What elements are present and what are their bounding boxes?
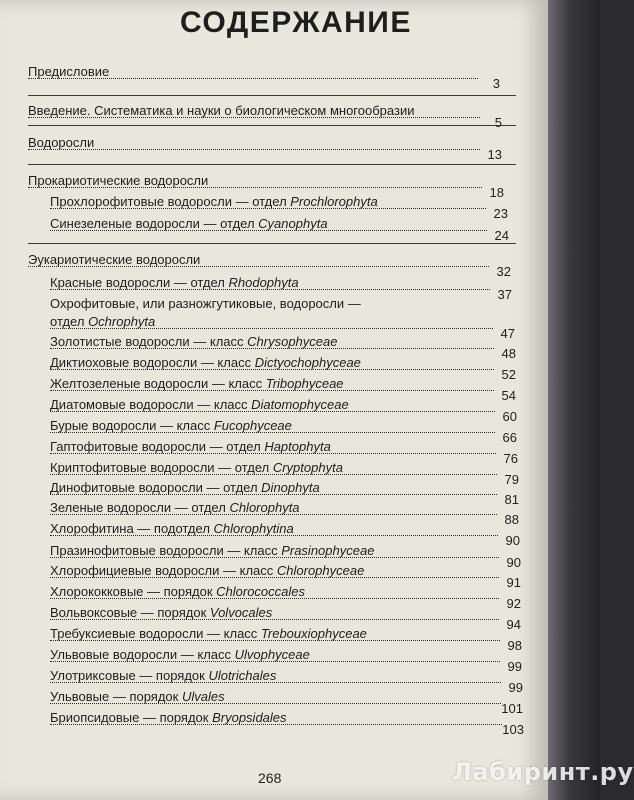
toc-page-number: 99 — [507, 659, 522, 674]
toc-page-number: 47 — [500, 326, 515, 341]
toc-entry-title: Требуксиевые водоросли — класс Trebouxiophyceae — [50, 626, 367, 641]
toc-entry-title: Бриопсидовые — порядок Bryopsidales — [50, 710, 287, 725]
toc-leader-line — [50, 598, 499, 599]
toc-leader-line — [50, 661, 500, 662]
toc-entry-title: отдел Ochrophyta — [50, 314, 156, 329]
toc-page-number: 60 — [502, 409, 517, 424]
toc-leader-line — [28, 187, 482, 188]
toc-leader-line — [50, 619, 499, 620]
toc-entry-title: Вольвоксовые — порядок Volvocales — [50, 605, 273, 620]
toc-page-number: 76 — [503, 451, 518, 466]
toc-page-number: 52 — [501, 367, 516, 382]
toc-entry-title: Охрофитовые, или разножгутиковые, водоросли — — [50, 296, 361, 311]
toc-page-number: 81 — [504, 492, 519, 507]
toc-entry-title: Хлорофициевые водоросли — класс Chlorophyceae — [50, 563, 365, 578]
toc-entry-title: Празинофитовые водоросли — класс Prasinophyceae — [50, 543, 375, 558]
toc-leader-line — [50, 514, 497, 515]
toc-leader-line — [50, 289, 490, 290]
toc-page-number: 101 — [501, 701, 523, 716]
toc-entry-title: Ульвовые водоросли — класс Ulvophyceae — [50, 647, 310, 662]
toc-page-number: 24 — [494, 228, 509, 243]
toc-entry-title: Улотриксовые — порядок Ulotrichales — [50, 668, 277, 683]
toc-page-number: 54 — [501, 388, 516, 403]
toc-page-number: 90 — [506, 555, 521, 570]
toc-leader-line — [28, 266, 489, 267]
toc-page-number: 94 — [506, 617, 521, 632]
toc-page-number: 23 — [493, 206, 508, 221]
watermark-logo: Лабиринт.ру — [452, 758, 634, 786]
book-edge — [548, 0, 600, 800]
page-number: 268 — [258, 770, 282, 786]
toc-page-number: 88 — [504, 512, 519, 527]
toc-entry — [0, 216, 548, 256]
toc-entry-title: Водоросли — [28, 135, 95, 150]
toc-page-number: 32 — [496, 264, 511, 279]
toc-entry-title: Желтозеленые водоросли — класс Tribophyceae — [50, 376, 344, 391]
toc-leader-line — [50, 494, 497, 495]
toc-entry-title: Диатомовые водоросли — класс Diatomophyceae — [50, 397, 349, 412]
toc-entry-title: Прохлорофитовые водоросли — отдел Prochlorophyta — [50, 194, 378, 209]
toc-entry-title: Хлорофитина — подотдел Chlorophytina — [50, 521, 294, 536]
toc-page-number: 99 — [508, 680, 523, 695]
toc-entry-title: Ульвовые — порядок Ulvales — [50, 689, 225, 704]
toc-page-number: 37 — [497, 287, 512, 302]
toc-page-number: 92 — [506, 596, 521, 611]
toc-entry-title: Прокариотические водоросли — [28, 173, 209, 188]
toc-entry-title: Зеленые водоросли — отдел Chlorophyta — [50, 500, 300, 515]
toc-page-number: 90 — [505, 533, 520, 548]
toc-page-number: 3 — [492, 76, 500, 91]
toc-page-number: 79 — [504, 472, 519, 487]
toc-leader-line — [28, 78, 478, 79]
toc-page-number: 18 — [489, 185, 504, 200]
toc-leader-line — [50, 230, 487, 231]
toc-entry — [0, 710, 548, 750]
toc-page-number: 5 — [494, 115, 502, 130]
toc-entry-title: Синезеленые водоросли — отдел Cyanophyta — [50, 216, 328, 231]
toc-leader-line — [50, 557, 499, 558]
toc-entry-title: Гаптофитовые водоросли — отдел Haptophyta — [50, 439, 331, 454]
toc-entry-title: Динофитовые водоросли — отдел Dinophyta — [50, 480, 320, 495]
toc-leader-line — [50, 328, 493, 329]
toc-leader-line — [50, 535, 498, 536]
toc-leader-line — [28, 117, 480, 118]
toc-entry-title: Золотистые водоросли — класс Chrysophyceae — [50, 334, 338, 349]
toc-leader-line — [50, 369, 494, 370]
toc-entry — [0, 64, 548, 104]
toc-leader-line — [50, 411, 495, 412]
toc-entry-title: Диктиоховые водоросли — класс Dictyochophyceae — [50, 355, 361, 370]
toc-leader-line — [50, 453, 496, 454]
toc-leader-line — [50, 724, 502, 725]
toc-entry-title: Эукариотические водоросли — [28, 252, 201, 267]
toc-leader-line — [50, 703, 501, 704]
toc-page-number: 103 — [502, 722, 524, 737]
toc-leader-line — [50, 390, 494, 391]
toc-entry-title: Красные водоросли — отдел Rhodophyta — [50, 275, 299, 290]
toc-entry-title: Бурые водоросли — класс Fucophyceae — [50, 418, 292, 433]
toc-entry-title: Криптофитовые водоросли — отдел Cryptophyta — [50, 460, 343, 475]
toc-leader-line — [50, 640, 500, 641]
toc-leader-line — [50, 474, 497, 475]
page-title: СОДЕРЖАНИЕ — [180, 6, 412, 39]
toc-page-number: 48 — [501, 346, 516, 361]
toc-page-number: 66 — [502, 430, 517, 445]
toc-entry — [0, 135, 548, 175]
toc-entry-title: Хлорококковые — порядок Chlorococcales — [50, 584, 305, 599]
toc-leader-line — [28, 149, 480, 150]
toc-leader-line — [50, 577, 499, 578]
toc-leader-line — [50, 432, 495, 433]
toc-entry-title: Предисловие — [28, 64, 110, 79]
toc-page-number: 98 — [507, 638, 522, 653]
toc-page-number: 13 — [487, 147, 502, 162]
toc-page-number: 91 — [506, 575, 521, 590]
toc-leader-line — [50, 682, 501, 683]
toc-leader-line — [50, 348, 494, 349]
toc-entry-title: Введение. Систематика и науки о биологическом многообразии — [28, 103, 415, 118]
toc-leader-line — [50, 208, 486, 209]
